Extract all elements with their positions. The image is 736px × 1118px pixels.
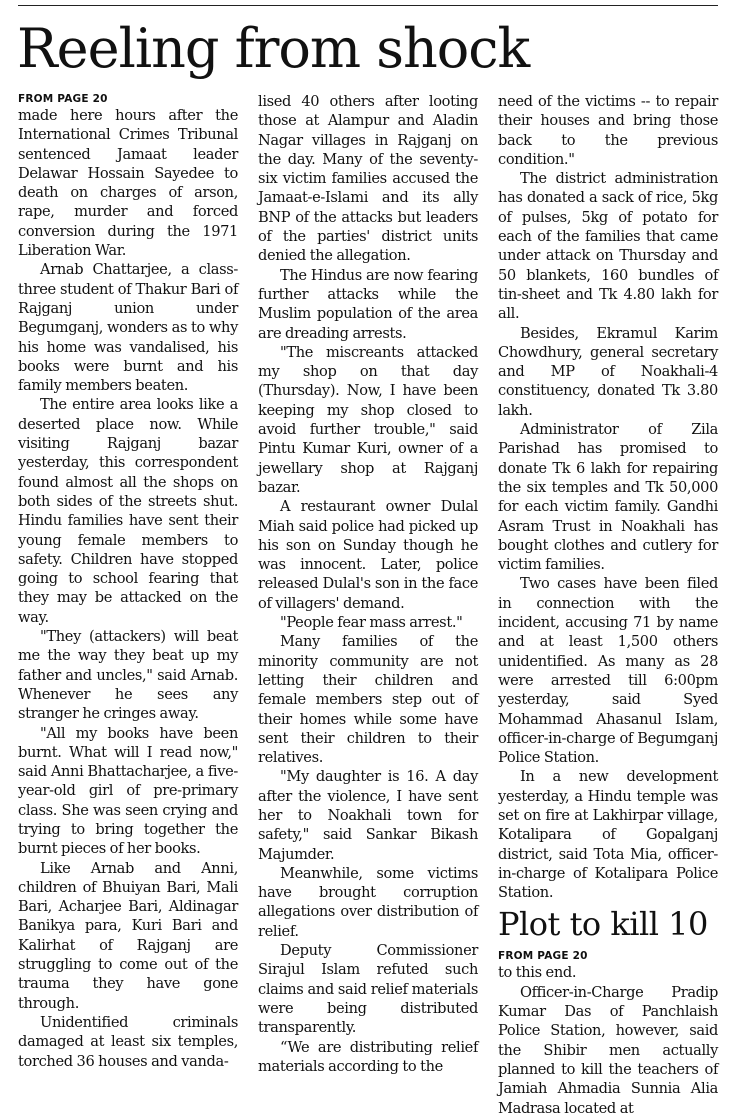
paragraph: Officer-in-Charge Pradip Kumar Das of Panchlaish Police Station, however, said the Shibir men actually planned to kill the teachers of Jamiah Ahmadia Sunnia Alia Madrasa located at bbox=[498, 983, 718, 1117]
paragraph: Administrator of Zila Parishad has promised to donate Tk 6 lakh for repairing the six temples and Tk 50,000 for each victim family. Gandhi Asram Trust in Noakhali has bought clothes and cutlery for victim families. bbox=[498, 421, 718, 574]
paragraph: made here hours after the International Crimes Tribunal sentenced Jamaat leader Delawar Hossain Sayedee to death on charges of arson, rape, murder and forced conversion during the 1971 Liberation War. bbox=[18, 107, 238, 260]
paragraph: Arnab Chattarjee, a class-three student of Thakur Bari of Rajganj union under Begumganj, wonders as to why his home was vandalised, his books were burnt and his family members beaten. bbox=[18, 261, 238, 395]
paragraph: Besides, Ekramul Karim Chowdhury, general secretary and MP of Noakhali-4 constituency, donated Tk 3.80 lakh. bbox=[498, 324, 718, 419]
paragraph: "They (attackers) will beat me the way they beat up my father and uncles," said Arnab. Whenever he sees any stranger he cringes away. bbox=[18, 628, 238, 723]
paragraph: Deputy Commissioner Sirajul Islam refuted such claims and said relief materials were being distributed transparently. bbox=[258, 942, 478, 1037]
paragraph: Meanwhile, some victims have brought corruption allegations over distribution of relief. bbox=[258, 864, 478, 940]
column-1 bbox=[18, 92, 238, 1092]
second-story-jump-label: FROM PAGE 20 bbox=[498, 950, 588, 963]
jump-label: FROM PAGE 20 bbox=[18, 93, 108, 105]
paragraph: “We are distributing relief materials according to the bbox=[258, 1038, 478, 1075]
paragraph: "My daughter is 16. A day after the violence, I have sent her to Noakhali town for safety," said Sankar Bikash Majumder. bbox=[258, 768, 478, 863]
paragraph: Many families of the minority community are not letting their children and female members step out of their homes while some have sent their children to their relatives. bbox=[258, 633, 478, 767]
second-story-headline: Plot to kill 10 bbox=[498, 905, 708, 944]
paragraph: Two cases have been filed in connection with the incident, accusing 71 by name and at least 1,500 others unidentified. As many as 28 were arrested till 6:00pm yesterday, said Syed Mohammad Ahasanul Islam, officer-in-charge of Begumganj Police Station. bbox=[498, 575, 718, 767]
paragraph: A restaurant owner Dulal Miah said police had picked up his son on Sunday though he was innocent. Later, police released Dulal's son in the face of villagers' demand. bbox=[258, 498, 478, 612]
column-2 bbox=[258, 92, 478, 1092]
paragraph: The district administration has donated a sack of rice, 5kg of pulses, 5kg of potato for each of the families that came under attack on Thursday and 50 blankets, 160 bundles of tin-sheet and Tk 4.80 lakh for all. bbox=[498, 170, 718, 323]
column-3 bbox=[498, 92, 718, 1117]
paragraph: Unidentified criminals damaged at least six temples, torched 36 houses and vanda- bbox=[18, 1013, 238, 1070]
paragraph: "The miscreants attacked my shop on that day (Thursday). Now, I have been keeping my shop closed to avoid further trouble," said Pintu Kumar Kuri, owner of a jewellary shop at Rajganj bazar. bbox=[258, 343, 478, 496]
paragraph: Like Arnab and Anni, children of Bhuiyan Bari, Mali Bari, Acharjee Bari, Aldinagar Banikya para, Kuri Bari and Kalirhat of Rajganj are struggling to come out of the trauma they have gone through. bbox=[18, 859, 238, 1012]
paragraph: "People fear mass arrest." bbox=[280, 614, 463, 632]
paragraph: need of the victims -- to repair their houses and bring those back to the previous condition." bbox=[498, 93, 718, 168]
paragraph: In a new development yesterday, a Hindu temple was set on fire at Lakhirpar village, Kotalipara of Gopalganj district, said Tota Mia, officer-in-charge of Kotalipara Police Station. bbox=[498, 768, 718, 902]
paragraph: lised 40 others after looting those at Alampur and Aladin Nagar villages in Rajganj on the day. Many of the seventy-six victim families accused the Jamaat-e-Islami and its ally BNP of the attacks but leaders of the parties' district units denied the allegation. bbox=[258, 93, 478, 265]
headline: Reeling from shock bbox=[17, 17, 530, 80]
paragraph: to this end. bbox=[498, 964, 577, 982]
paragraph: The entire area looks like a deserted place now. While visiting Rajganj bazar yesterday, this correspondent found almost all the shops on both sides of the streets shut. Hindu families have sent their young female members to safety. Children have stopped going to school fearing that they may be attacked on the way. bbox=[18, 396, 238, 626]
top-rule bbox=[18, 5, 718, 6]
paragraph: "All my books have been burnt. What will I read now," said Anni Bhattacharjee, a five-year-old girl of pre-primary class. She was seen crying and trying to bring together the burnt pieces of her books. bbox=[18, 724, 238, 858]
article-columns bbox=[18, 92, 718, 1117]
paragraph: The Hindus are now fearing further attacks while the Muslim population of the area are dreading arrests. bbox=[258, 266, 478, 342]
